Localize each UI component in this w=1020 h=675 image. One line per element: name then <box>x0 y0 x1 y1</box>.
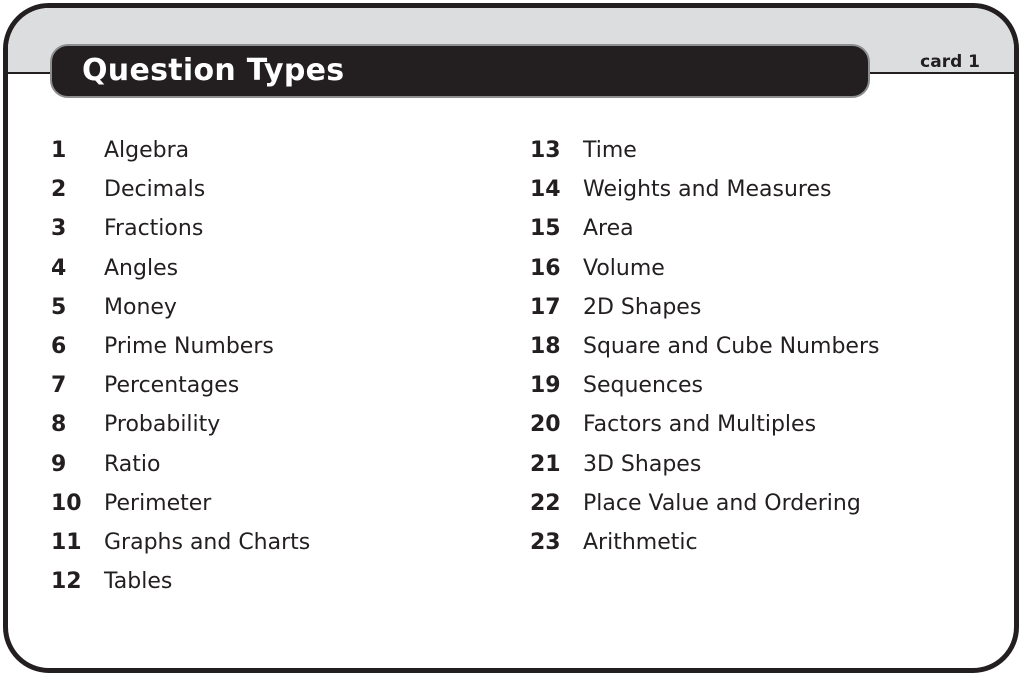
item-label: Sequences <box>583 373 703 399</box>
item-label: Prime Numbers <box>104 333 274 359</box>
item-number: 4 <box>51 255 67 281</box>
item-label: 3D Shapes <box>583 451 702 477</box>
item-number: 16 <box>530 255 561 281</box>
item-label: Perimeter <box>104 490 212 516</box>
item-label: Ratio <box>104 451 161 477</box>
item-label: Square and Cube Numbers <box>583 333 880 359</box>
item-number: 17 <box>530 294 561 320</box>
item-number: 20 <box>530 412 561 438</box>
item-number: 10 <box>51 490 82 516</box>
item-label: Fractions <box>104 216 204 242</box>
item-number: 11 <box>51 529 82 555</box>
item-label: Percentages <box>104 373 240 399</box>
item-number: 5 <box>51 294 67 320</box>
item-label: 2D Shapes <box>583 294 702 320</box>
item-number: 21 <box>530 451 561 477</box>
item-label: Weights and Measures <box>583 177 832 203</box>
item-label: Graphs and Charts <box>104 529 311 555</box>
item-number: 14 <box>530 177 561 203</box>
item-label: Decimals <box>104 177 206 203</box>
page-title: Question Types <box>82 53 345 88</box>
item-number: 7 <box>51 373 67 399</box>
title-bar <box>50 44 870 98</box>
item-label: Tables <box>104 569 173 595</box>
item-number: 23 <box>530 529 561 555</box>
item-number: 8 <box>51 412 67 438</box>
item-number: 6 <box>51 333 67 359</box>
item-label: Money <box>104 294 177 320</box>
item-label: Probability <box>104 412 221 438</box>
item-number: 3 <box>51 216 67 242</box>
item-label: Area <box>583 216 634 242</box>
card-number-label: card 1 <box>920 52 980 72</box>
item-number: 1 <box>51 138 67 163</box>
item-number: 9 <box>51 451 67 477</box>
item-label: Angles <box>104 255 179 281</box>
item-number: 15 <box>530 216 561 242</box>
item-label: Time <box>583 138 637 163</box>
item-number: 22 <box>530 490 561 516</box>
question-types-card <box>3 3 1019 673</box>
item-label: Factors and Multiples <box>583 412 817 438</box>
item-label: Arithmetic <box>583 529 698 555</box>
item-number: 2 <box>51 177 67 203</box>
item-label: Algebra <box>104 138 190 163</box>
item-label: Place Value and Ordering <box>583 490 861 516</box>
item-label: Volume <box>583 255 665 281</box>
item-number: 13 <box>530 138 561 163</box>
item-number: 18 <box>530 333 561 359</box>
item-number: 19 <box>530 373 561 399</box>
item-number: 12 <box>51 569 82 595</box>
